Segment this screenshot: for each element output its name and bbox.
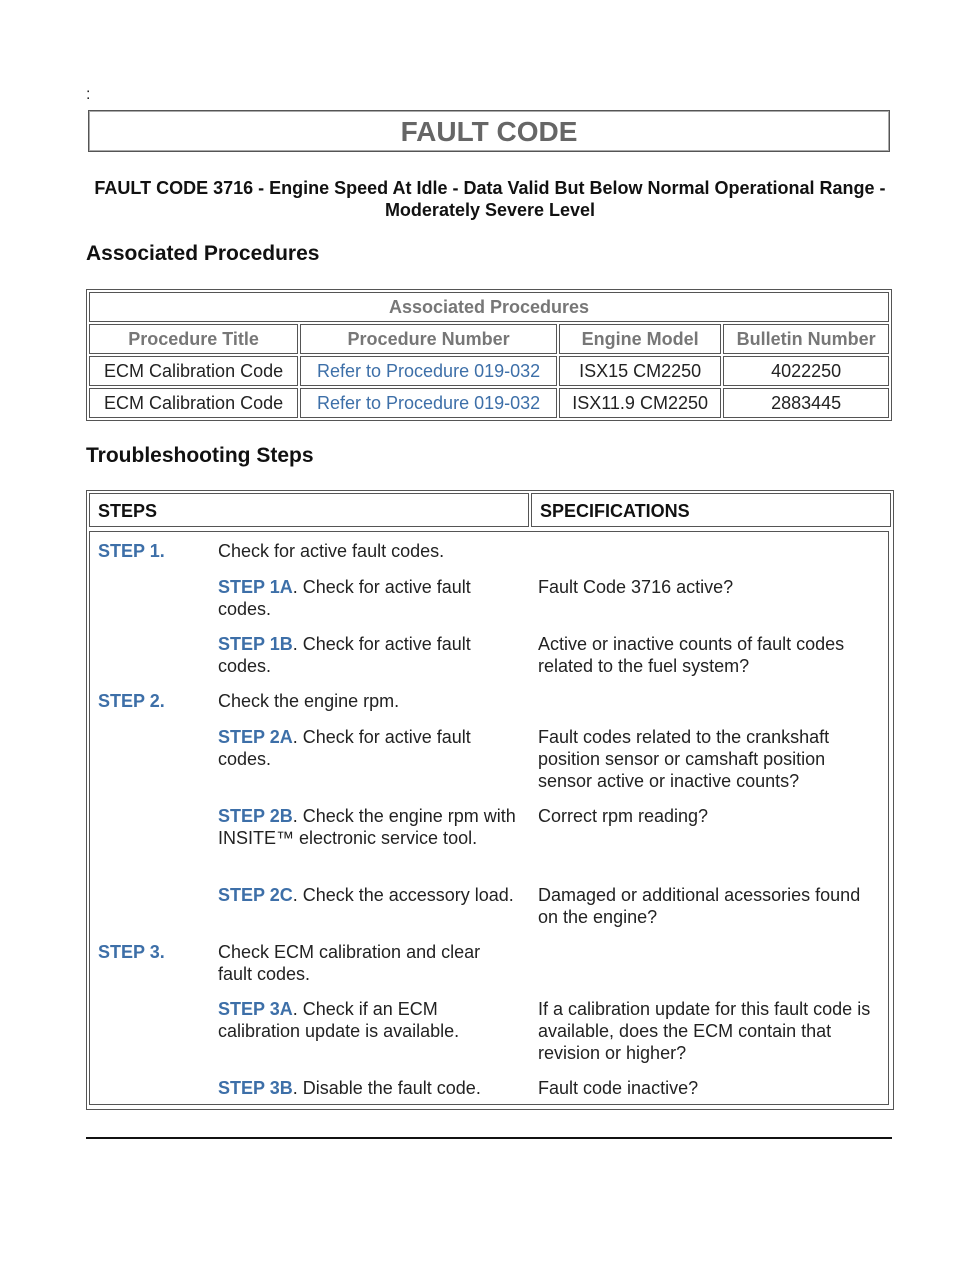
step-1b [218,633,518,677]
step-3-text: Check ECM calibration and clear fault codes. [218,942,481,984]
column-header: Engine Model [559,324,721,354]
step-1b-spec: Active or inactive counts of fault codes related to the fuel system? [538,634,845,676]
associated-procedures-heading: Associated Procedures [86,242,320,265]
steps-column-header: STEPS [89,493,529,527]
specifications-column-header: SPECIFICATIONS [531,493,891,527]
procedure-title-cell: ECM Calibration Code [89,356,298,386]
step-3b-link[interactable]: STEP 3B [218,1078,293,1098]
troubleshooting-table [86,490,894,1110]
engine-model-cell: ISX15 CM2250 [559,356,721,386]
bulletin-number-cell: 2883445 [723,388,889,418]
step-2b [218,805,518,849]
step-2-text: Check the engine rpm. [218,691,400,711]
step-2a-spec: Fault codes related to the crankshaft position sensor or camshaft position sensor active or inactive counts? [538,727,830,791]
table-row [89,356,889,386]
step-2a-text: . Check for active fault codes. [218,727,471,769]
step-2c-link[interactable]: STEP 2C [218,885,293,905]
step-3b-text: . Disable the fault code. [292,1078,481,1098]
step-2b-text: . Check the engine rpm with INSITE™ electronic service tool. [218,806,516,848]
page-banner: FAULT CODE [88,110,890,152]
step-3b-spec: Fault code inactive? [538,1078,699,1098]
step-1-text: Check for active fault codes. [218,541,445,561]
step-3-link[interactable]: STEP 3. [98,942,165,962]
table-row [89,388,889,418]
step-1-link[interactable]: STEP 1. [98,541,165,561]
bulletin-number-cell: 4022250 [723,356,889,386]
procedure-link[interactable]: Refer to Procedure 019-032 [300,388,557,418]
step-2c-text: . Check the accessory load. [292,885,514,905]
step-1b-link[interactable]: STEP 1B [218,634,293,654]
step-3a-spec: If a calibration update for this fault code is available, does the ECM contain that revision or higher? [538,999,871,1063]
step-2b-spec: Correct rpm reading? [538,806,709,826]
header-colon: : [86,86,91,103]
step-1b-text: . Check for active fault codes. [218,634,471,676]
step-1a-text: . Check for active fault codes. [218,577,471,619]
step-2a [218,726,518,770]
bottom-divider [86,1137,892,1139]
step-3a-link[interactable]: STEP 3A [218,999,293,1019]
troubleshooting-steps-heading: Troubleshooting Steps [86,444,314,467]
table-caption: Associated Procedures [89,292,889,322]
column-header: Bulletin Number [723,324,889,354]
column-header: Procedure Number [300,324,557,354]
step-2b-link[interactable]: STEP 2B [218,806,293,826]
procedure-title-cell: ECM Calibration Code [89,388,298,418]
step-1a-spec: Fault Code 3716 active? [538,577,734,597]
step-3b [218,1077,538,1099]
procedure-link[interactable]: Refer to Procedure 019-032 [300,356,557,386]
engine-model-cell: ISX11.9 CM2250 [559,388,721,418]
step-3a [218,998,518,1042]
step-2a-link[interactable]: STEP 2A [218,727,293,747]
column-header: Procedure Title [89,324,298,354]
step-1a [218,576,518,620]
step-2c [218,884,518,906]
step-1a-link[interactable]: STEP 1A [218,577,293,597]
fault-code-title: FAULT CODE 3716 - Engine Speed At Idle - Data Valid But Below Normal Operational Range - Moderately Severe Level [94,178,886,220]
step-2c-spec: Damaged or additional acessories found on the engine? [538,885,861,927]
step-3a-text: . Check if an ECM calibration update is available. [218,999,460,1041]
associated-procedures-table [86,289,892,421]
step-2-link[interactable]: STEP 2. [98,691,165,711]
